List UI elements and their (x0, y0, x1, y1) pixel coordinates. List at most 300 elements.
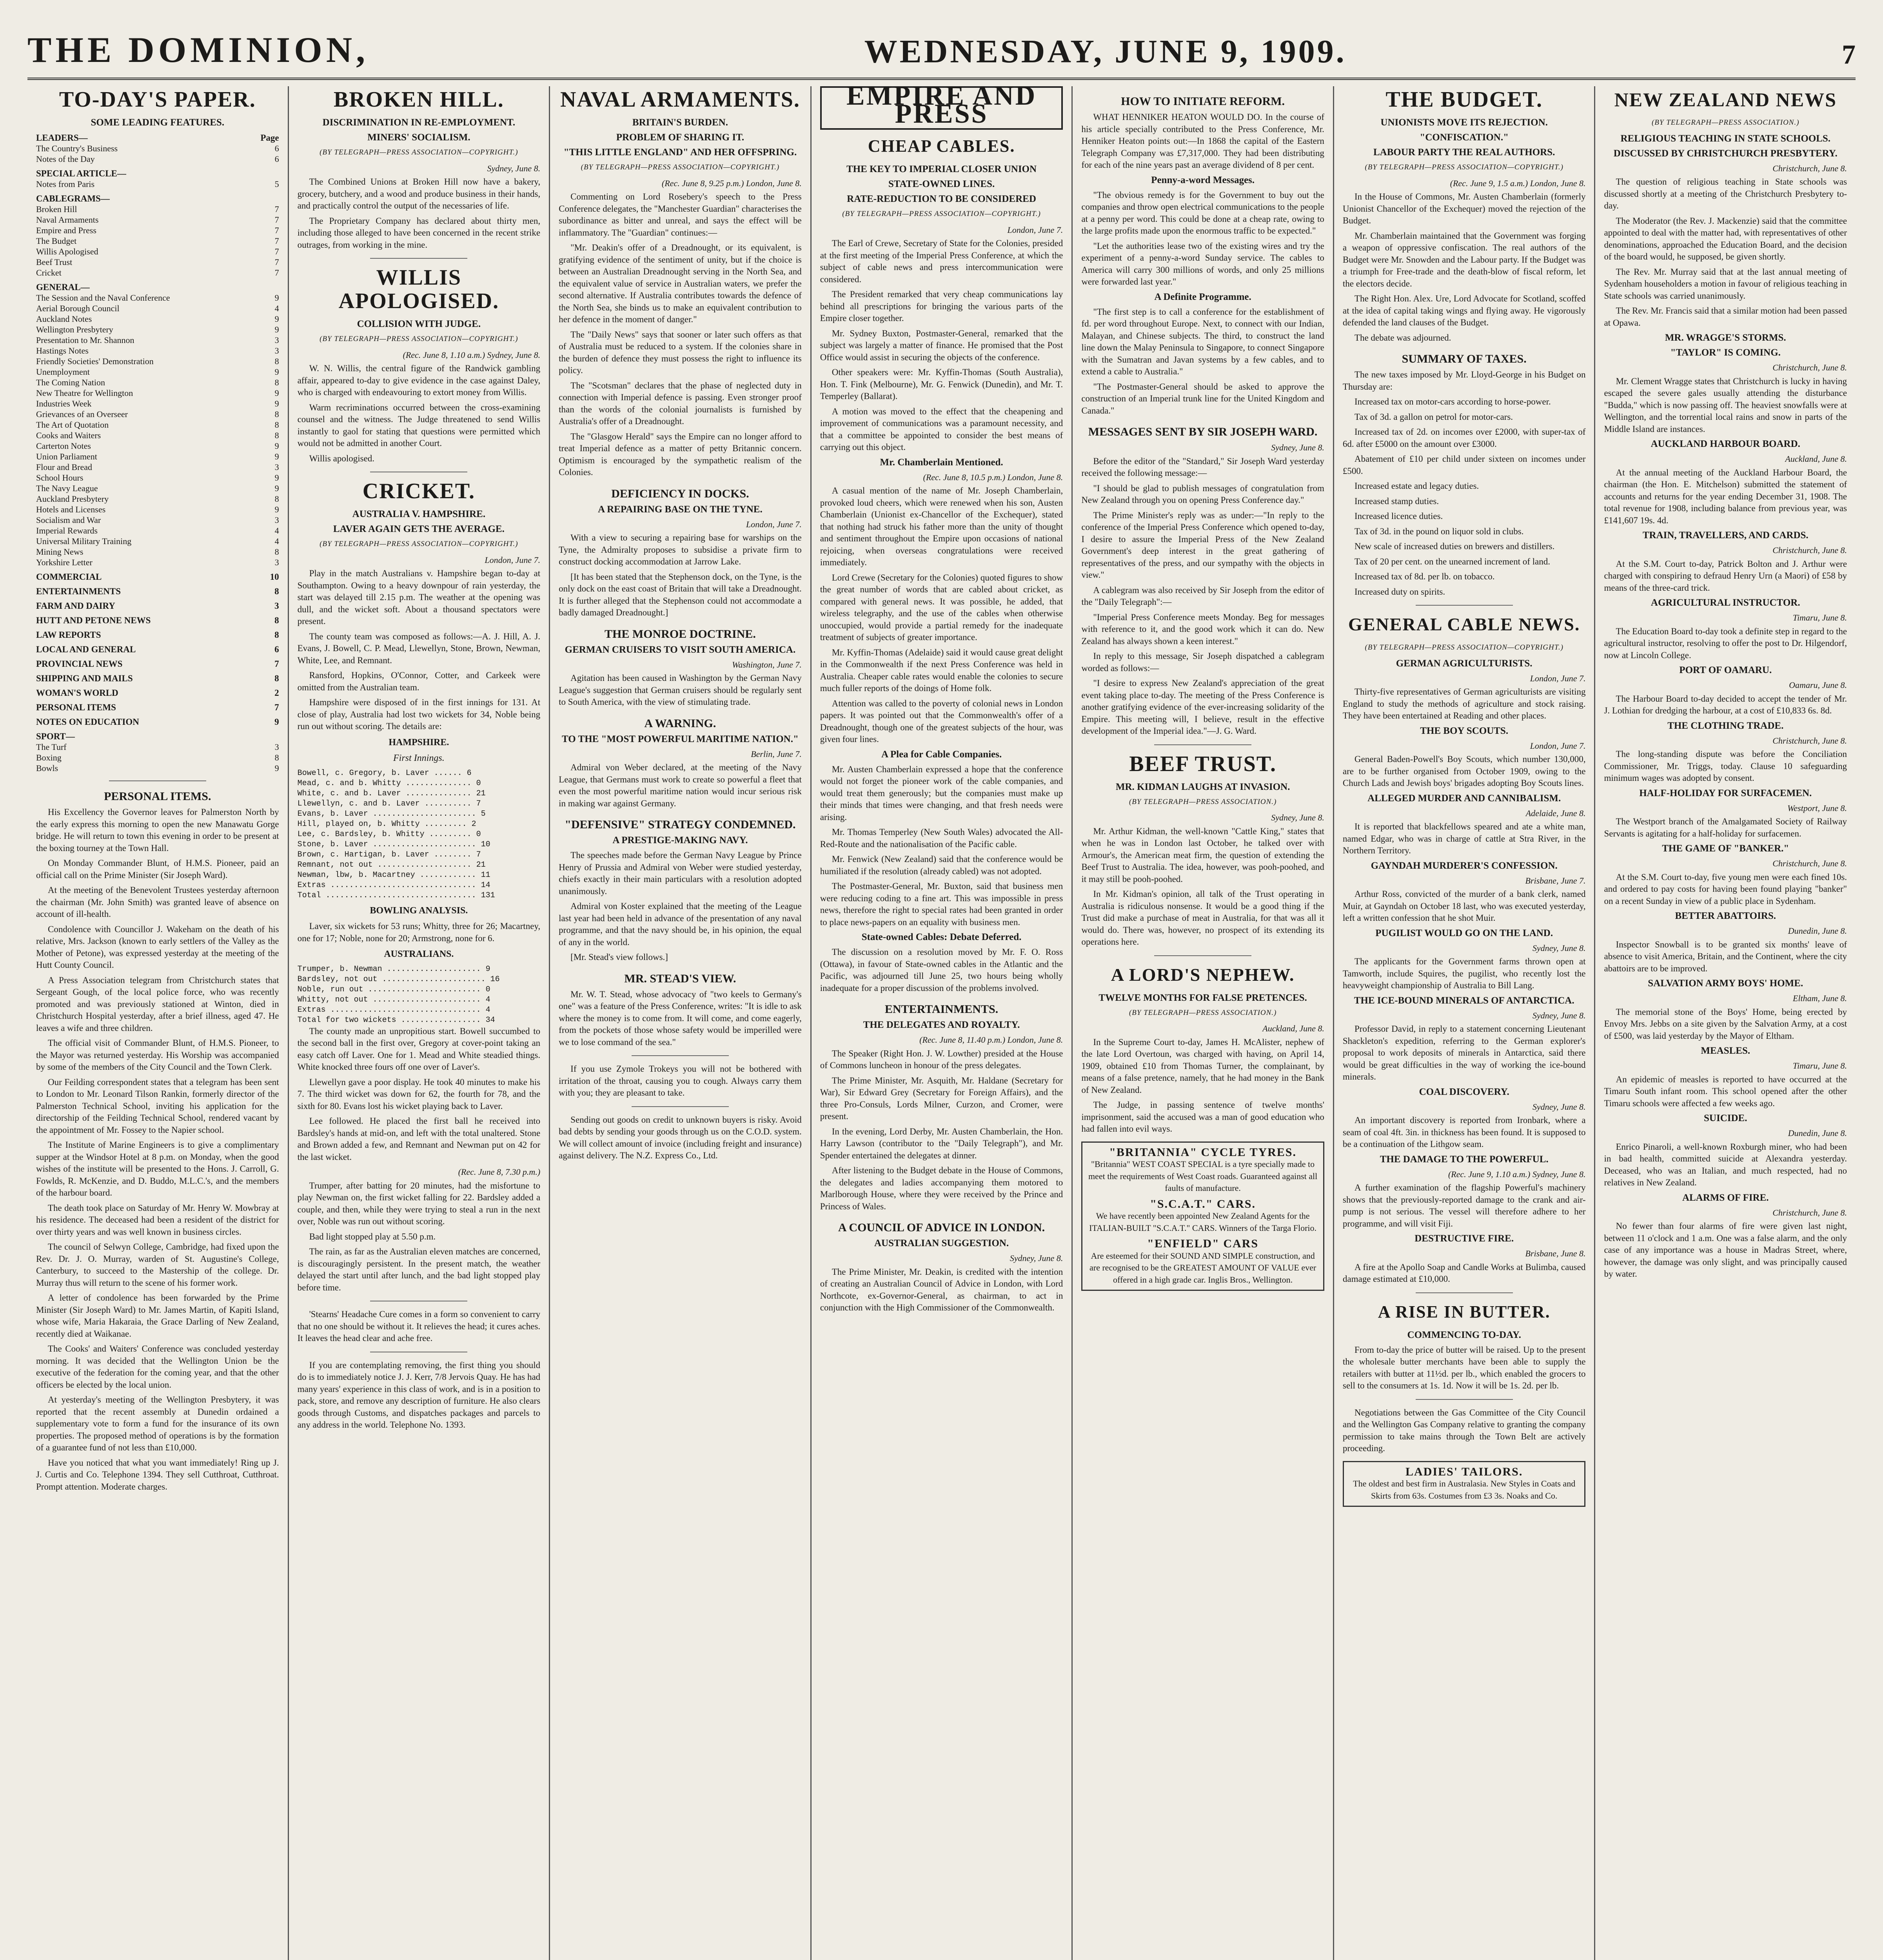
toc-label: Beef Trust (36, 257, 73, 267)
subheading: THE KEY TO IMPERIAL CLOSER UNION (846, 164, 1037, 174)
toc-label: Hastings Notes (36, 346, 89, 356)
toc-label: LOCAL AND GENERAL (36, 644, 136, 654)
source-line: (BY TELEGRAPH—PRESS ASSOCIATION—COPYRIGHT.) (320, 148, 518, 156)
toc-label: The Country's Business (36, 143, 118, 153)
toc-row (36, 451, 279, 462)
toc-label: Bowls (36, 763, 58, 773)
toc-page-number: 9 (274, 473, 279, 483)
toc-label: Notes from Paris (36, 179, 95, 189)
paragraph: The debate was adjourned. (1354, 332, 1451, 343)
paragraph: Lee followed. He placed the first ball he received into Bardsley's hands at mid-on, and left with the total unaltered. Stone and Brown added a few, and Remnant and Newman put on 42 for the last wicket. (297, 1116, 541, 1162)
toc-row (36, 557, 279, 568)
subheading: COLLISION WITH JUDGE. (357, 319, 481, 329)
paragraph: The Rev. Mr. Francis said that a similar motion had been passed at Opawa. (1604, 306, 1847, 328)
paragraph: At the S.M. Court to-day, Patrick Bolton and J. Arthur were charged with conspiring to defraud Henry Urn (a Maori) of £58 by means of the three-card trick. (1604, 559, 1847, 593)
paragraph: The Prime Minister's reply was as under:—"In reply to the conference of the Imperial Press Conference which opened to-day, I desire to assure the Imperial Press of the New Zealand Government's deep interest in the great gathering of representatives of the press, and our sympathy with the objects in view." (1081, 510, 1324, 580)
paragraph: Llewellyn gave a poor display. He took 40 minutes to make his 7. The third wicket was down for 62, the fourth for 78, and the sixth for 80. Evans lost his wicket playing back to Laver. (297, 1077, 541, 1111)
toc-label: Universal Military Training (36, 536, 132, 546)
dateline: (Rec. June 8, 10.5 p.m.) London, June 8. (923, 472, 1063, 482)
paragraph: Commenting on Lord Rosebery's speech to the Press Conference delegates, the "Manchester Guardian" characterises the subordinance as bitter and unreal, and says the effect will be inflammatory. The "Guardian" continues:— (559, 192, 802, 238)
toc-row (36, 659, 279, 669)
dateline: Auckland, June 8. (1785, 454, 1847, 464)
paragraph: Ransford, Hopkins, O'Connor, Cotter, and Carkeek were omitted from the Australian team. (297, 670, 541, 692)
dateline: London, June 7. (1530, 740, 1586, 751)
paragraph: Our Feilding correspondent states that a telegram has been sent to London to Mr. Leonard Tilson Rankin, formerly director of the Palmerston Technical School, inviting his application for the directorship of the Feilding Technical School, rendered vacant by the appointment of Mr. Fossey to the Napier school. (36, 1077, 279, 1135)
toc-page-number: 8 (274, 377, 279, 387)
paragraph: [Mr. Stead's view follows.] (570, 952, 668, 962)
toc-page-number: 4 (274, 303, 279, 313)
paragraph: "The first step is to call a conference for the establishment of fd. per word throughout Europe. Next, to connect with our Indian, Malayan, and Chinese subjects. The third, to construct the land line down the Malay Peninsula to Singapore, to connect Singapore with the Sumatran and Javan systems by a few cables, and to extend a cable to Australia." (1081, 307, 1324, 376)
toc-page-number: 9 (274, 763, 279, 773)
paragraph: "I desire to express New Zealand's appreciation of the great event taking place to-day. The meeting of the Press Conference is another gratifying evidence of the ever-increasing solidarity of the Empire. This meeting will, I believe, result in the effective development of the Imperial idea."—J. G. Ward. (1081, 678, 1324, 736)
toc-label: FARM AND DAIRY (36, 601, 115, 611)
paragraph: "I should be glad to publish messages of congratulation from New Zealand through you on opening Press Conference day." (1081, 483, 1324, 505)
dateline: London, June 7. (746, 519, 802, 529)
score-row: Total for two wickets ................. 34 (297, 1015, 495, 1025)
toc-label: PROVINCIAL NEWS (36, 659, 123, 669)
score-row: Extras ............................... 14 (297, 880, 490, 890)
toc-label: Carterton Notes (36, 441, 91, 451)
subheading: LAVER AGAIN GETS THE AVERAGE. (333, 524, 505, 534)
toc-page-number: 2 (274, 688, 279, 698)
source-line: (BY TELEGRAPH—PRESS ASSOCIATION—COPYRIGHT.) (320, 540, 518, 548)
toc-row (36, 419, 279, 430)
advertisement: If you are contemplating removing, the first thing you should do is to immediately notice J. J. Kerr, 7/8 Jervois Quay. He has had many years' experience in this class of work, and is in a position to pack, store, and remove any description of furniture. He also clears goods through Customs, and dispatches packages and parcels to any address in the world. Telephone No. 1393. (297, 1360, 541, 1430)
toc-label: Wellington Presbytery (36, 325, 113, 334)
subheading: A REPAIRING BASE ON THE TYNE. (598, 504, 763, 515)
source-line: (BY TELEGRAPH—PRESS ASSOCIATION—COPYRIGHT.) (842, 210, 1041, 218)
subheading: THE DELEGATES AND ROYALTY. (863, 1020, 1020, 1030)
toc-label: Hotels and Licenses (36, 505, 106, 514)
section-heading: "DEFENSIVE" STRATEGY CONDEMNED. (565, 818, 796, 831)
paragraph: A cablegram was also received by Sir Joseph from the editor of the "Daily Telegraph":— (1081, 585, 1324, 607)
subheading: LABOUR PARTY THE REAL AUTHORS. (1373, 147, 1555, 158)
paragraph: Willis apologised. (309, 453, 375, 463)
dateline: Adelaide, June 8. (1525, 808, 1586, 818)
toc-label: The Session and the Naval Conference (36, 293, 170, 303)
section-heading: THE MONROE DOCTRINE. (605, 627, 756, 641)
bowling-heading: BOWLING ANALYSIS. (370, 905, 468, 916)
score-row: Llewellyn, c. and b. Laver .......... 7 (297, 799, 481, 808)
paragraph: At the annual meeting of the Auckland Harbour Board, the chairman (the Hon. E. Mitchelson) submitted the statement of accounts and returns for the year ending December 31, 1908. The total revenue for 1908, including balance from previous year, was £141,607 19s. 4d. (1604, 467, 1847, 525)
toc-row (36, 356, 279, 367)
tax-item: Abatement of £10 per child under sixteen on incomes under £500. (1342, 454, 1586, 476)
scorecard-heading: HAMPSHIRE. (389, 737, 449, 748)
toc-label: Auckland Notes (36, 314, 92, 324)
toc-label: Unemployment (36, 367, 90, 377)
paragraph: The Speaker (Right Hon. J. W. Lowther) presided at the House of Commons luncheon in honour of the press delegates. (820, 1048, 1063, 1070)
toc-page-number: 9 (274, 388, 279, 398)
dateline: Christchurch, June 8. (1772, 363, 1847, 372)
paragraph: Trumper, after batting for 20 minutes, had the misfortune to play Newman on, the first wicket falling for 22. Bardsley added a couple, and then, while they were trying to steal a run in the next over, Noble was run out without scoring. (297, 1180, 541, 1226)
paragraph: The rain, as far as the Australian eleven matches are concerned, is discouragingly persistent. In the present match, the weather delayed the start until after lunch, and the bad light stopped play before time. (297, 1247, 541, 1292)
tax-item: Increased tax of 2d. on incomes over £2000, with super-tax of 6d. after £5000 on the amount over £3000. (1342, 427, 1586, 449)
cricket-heading: CRICKET. (362, 479, 475, 503)
toc-row (36, 377, 279, 388)
section-heading: THE DAMAGE TO THE POWERFUL. (1380, 1154, 1549, 1165)
scorecard (298, 964, 541, 1025)
paragraph: "The obvious remedy is for the Government to buy out the companies and throw open electrical communications to the people at a penny per word. This could be done at a cheap rate, owing to the large profits made upon the enormous traffic to be expected." (1081, 190, 1324, 236)
subheading: DISCRIMINATION IN RE-EMPLOYMENT. (322, 117, 516, 128)
paragraph: The Westport branch of the Amalgamated Society of Railway Servants is agitating for a half-holiday for surfacemen. (1604, 817, 1847, 838)
toc-page-number (263, 193, 279, 204)
dateline: Oamaru, June 8. (1789, 680, 1847, 690)
section-heading: THE CLOTHING TRADE. (1667, 720, 1784, 731)
toc-row (36, 132, 279, 143)
toc-label: CABLEGRAMS— (36, 194, 110, 203)
toc-label: LEADERS— (36, 133, 88, 143)
source-line: (BY TELEGRAPH—PRESS ASSOCIATION.) (1129, 1008, 1277, 1017)
advertisement-box (1081, 1142, 1324, 1291)
column-1 (27, 86, 288, 1960)
toc-row (36, 303, 279, 314)
section-heading: PORT OF OAMARU. (1679, 665, 1772, 675)
paragraph: After listening to the Budget debate in the House of Commons, the delegates and ladies accompanying them motored to Marlborough House, where they were received by the Prince and Princess of Wales. (820, 1165, 1063, 1211)
toc-page-number: 7 (274, 659, 279, 669)
ad-title: "ENFIELD" CARS (1147, 1237, 1259, 1250)
paragraph: The Institute of Marine Engineers is to give a complimentary supper at the Windsor Hotel at 8 p.m. on Monday, when the good wishes of the institute will be presented to the Hons. J. Carroll, G. Fowlds, R. McKenzie, and D. Buddo, M.L.C.'s, and the members of the harbour board. (36, 1140, 279, 1198)
toc-row (36, 763, 279, 773)
tax-item: Tax of 20 per cent. on the unearned increment of land. (1354, 556, 1550, 566)
scorecard (298, 768, 541, 901)
toc-page-number: 7 (274, 247, 279, 256)
source-line: (BY TELEGRAPH—PRESS ASSOCIATION.) (1129, 797, 1277, 806)
toc-row (36, 193, 279, 204)
general-cable-heading: GENERAL CABLE NEWS. (1348, 614, 1580, 634)
nephew-heading: A LORD'S NEPHEW. (1111, 964, 1295, 985)
toc-row (36, 154, 279, 164)
section-heading: THE ICE-BOUND MINERALS OF ANTARCTICA. (1354, 995, 1574, 1006)
section-heading: SUICIDE. (1704, 1113, 1747, 1123)
dateline: (Rec. June 8, 11.40 p.m.) London, June 8. (919, 1035, 1063, 1045)
toc-row (36, 601, 279, 611)
toc-row (36, 702, 279, 713)
col3-title: NAVAL ARMAMENTS. (560, 87, 800, 112)
subheading: UNIONISTS MOVE ITS REJECTION. (1380, 117, 1548, 128)
score-row: Mead, c. and b. Whitty .............. 0 (297, 779, 481, 788)
paragraph: "Let the authorities lease two of the existing wires and try the experiment of a penny-a-word Sunday service. The cables to America will carry 300 millions of words, and only 25 millions were forwarded last year." (1081, 241, 1324, 287)
paragraph: Mr. Sydney Buxton, Postmaster-General, remarked that the subject was largely a matter of finance. He promised that the Post Office would assist in securing the objects of the conference. (820, 328, 1063, 362)
toc-page-number: 8 (274, 547, 279, 557)
toc-label: SHIPPING AND MAILS (36, 673, 133, 683)
toc-page-number: 8 (274, 420, 279, 430)
toc-row (36, 572, 279, 582)
paragraph: "Mr. Deakin's offer of a Dreadnought, or its equivalent, is gratifying evidence of the sentiment of unity, but if the choice is between an Australian Dreadnought serving in the North Sea, and the equivalent value of service in Australian waters, we prefer the second alternative. If Australia contributes towards the defence of the North Sea, she binds us to make an equivalent contribution to her defence in the moment of danger." (559, 243, 802, 324)
paragraph: In the House of Commons, Mr. Austen Chamberlain (formerly Unionist Chancellor of the Exchequer) moved the rejection of the Budget. (1342, 192, 1586, 225)
dateline: Christchurch, June 8. (1772, 163, 1847, 173)
toc-page-number: 8 (274, 586, 279, 596)
willis-heading: WILLIS APOLOGISED. (338, 265, 499, 313)
paragraph: Enrico Pinaroli, a well-known Roxburgh miner, who had been in bad health, committed suicide at Alexandra yesterday. Deceased, who was an Italian, and much respected, had no relatives in New Zealand. (1604, 1142, 1847, 1187)
toc-page-number: 9 (274, 505, 279, 514)
toc-label: GENERAL— (36, 282, 90, 292)
toc-label: New Theatre for Wellington (36, 388, 133, 398)
toc-label: Yorkshire Letter (36, 557, 93, 567)
paragraph: The Education Board to-day took a definite step in regard to the agricultural instructor, resolving to offer the post to Dr. Hilgendorf, now at Lincoln College. (1604, 626, 1847, 660)
section-heading: State-owned Cables: Debate Deferred. (861, 932, 1022, 942)
source-line: (BY TELEGRAPH—PRESS ASSOCIATION—COPYRIGHT.) (1365, 163, 1563, 171)
paragraph: The council of Selwyn College, Cambridge, had fixed upon the Rev. Dr. J. O. Murray, warden of St. Augustine's College, Canterbury, to succeed to the Mastership of the college. Dr. Murray thus will return to the scene of his former work. (36, 1242, 279, 1288)
subheading: TO THE "MOST POWERFUL MARITIME NATION." (562, 733, 799, 744)
paragraph: Before the editor of the "Standard," Sir Joseph Ward yesterday received the following message:— (1081, 456, 1324, 478)
toc-row (36, 441, 279, 451)
toc-page-number: 5 (274, 179, 279, 189)
paragraph: A further examination of the flagship Powerful's machinery shows that the previously-reported damage to the crank and air-pump is not serious. The vessel will therefore adhere to her programme, and will visit Fiji. (1342, 1183, 1586, 1229)
paragraph: The "Daily News" says that sooner or later such offers as that of Australia must be reduced to a system. If the colonies share in the burden of defence they must possess the right to influence its policy. (559, 329, 802, 375)
subheading: STATE-OWNED LINES. (888, 179, 995, 189)
toc-page-number: 7 (274, 204, 279, 214)
section-heading: COAL DISCOVERY. (1419, 1086, 1509, 1097)
section-heading: DEFICIENCY IN DOCKS. (611, 487, 749, 500)
toc-row (36, 267, 279, 278)
toc-row (36, 494, 279, 504)
toc-label: Naval Armaments (36, 215, 99, 225)
toc-page-number: 3 (274, 742, 279, 752)
toc-row (36, 546, 279, 557)
toc-row (36, 731, 279, 742)
toc-row (36, 409, 279, 419)
toc-row (36, 525, 279, 536)
paragraph: Lord Crewe (Secretary for the Colonies) quoted figures to show the great number of words that are cabled about cricket, as compared with general news. It was possible, he added, that wireless telegraphy, and the use of the cables when otherwise unoccupied, would provide a partial remedy for the inadequate treatment of subjects of greater importance. (820, 572, 1063, 642)
toc-label: COMMERCIAL (36, 572, 102, 582)
toc-label: Boxing (36, 753, 62, 762)
toc-page-number: 7 (274, 225, 279, 235)
dateline: Westport, June 8. (1787, 803, 1847, 813)
paragraph: His Excellency the Governor leaves for Palmerston North by the early express this morning to open the new Manawatu Gorge bridge. He will return to town this evening in order to be present at the boxing tourney at the Town Hall. (36, 807, 279, 853)
paragraph: The "Glasgow Herald" says the Empire can no longer afford to treat Imperial defence as a matter of petty Britannic concern. Optimism is encouraged by the sympathetic realism of the Colonies. (559, 431, 802, 477)
paragraph: A fire at the Apollo Soap and Candle Works at Bulimba, caused damage estimated at £10,000. (1342, 1262, 1586, 1284)
subheading: DISCUSSED BY CHRISTCHURCH PRESBYTERY. (1613, 148, 1838, 159)
paragraph: "The Postmaster-General should be asked to approve the construction of an Imperial trunk line for the United Kingdom and Canada." (1081, 381, 1324, 416)
paragraph: The Proprietary Company has declared about thirty men, including those alleged to have been concerned in the recent strike outrages, from working in the mine. (297, 216, 541, 250)
toc-label: Imperial Rewards (36, 526, 98, 535)
tax-item: Tax of 3d. in the pound on liquor sold in clubs. (1354, 526, 1524, 536)
paragraph: The speeches made before the German Navy League by Prince Henry of Prussia and Admiral von Weber were studied yesterday, chiefs exactly in their main particulars with a resolution adopted unanimously. (559, 850, 802, 896)
toc-row (36, 515, 279, 525)
dateline: Sydney, June 8. (1271, 813, 1324, 822)
dateline: Dunedin, June 8. (1788, 926, 1847, 936)
paragraph: In the evening, Lord Derby, Mr. Austen Chamberlain, the Hon. Harry Lawson (contributor to the "Daily Telegraph"), and Mr. Spender entertained the delegates at dinner. (820, 1126, 1063, 1160)
section-heading: PUGILIST WOULD GO ON THE LAND. (1375, 927, 1553, 938)
section-heading: MR. STEAD'S VIEW. (624, 972, 736, 985)
toc-page-number: 8 (274, 753, 279, 762)
toc-label: Empire and Press (36, 225, 96, 235)
section-heading: A COUNCIL OF ADVICE IN LONDON. (838, 1221, 1045, 1234)
toc-page-number: 9 (274, 441, 279, 451)
toc-label: The Budget (36, 236, 77, 246)
australians-heading: AUSTRALIANS. (384, 949, 454, 959)
paragraph: Mr. Thomas Temperley (New South Wales) advocated the All-Red-Route and the nationalisation of the Pacific cable. (820, 827, 1063, 849)
toc-row (36, 324, 279, 335)
toc-row (36, 472, 279, 483)
toc-page-number: 9 (274, 293, 279, 303)
subheading: CHEAP CABLES. (868, 136, 1015, 156)
toc-row (36, 179, 279, 189)
empire-press-banner (820, 86, 1063, 130)
toc-page-number: 3 (274, 462, 279, 472)
toc-label: Notes of the Day (36, 154, 95, 164)
section-heading: MEASLES. (1701, 1045, 1750, 1056)
tax-item: Increased licence duties. (1354, 511, 1443, 521)
paragraph: Mr. Arthur Kidman, the well-known "Cattle King," states that when he was in London last October, he talked over with Armour's, the American meat firm, the question of extending the Beef Trust to Australia. The idea, however, was pooh-poohed, and it may still be pooh-poohed. (1081, 826, 1324, 884)
paragraph: "Imperial Press Conference meets Monday. Beg for messages with reference to it, and the good work which it can do. New Zealand has always shown a keen interest." (1081, 612, 1324, 646)
paragraph: The county team was composed as follows:—A. J. Hill, A. J. Evans, J. Bowell, C. P. Mead, Llewellyn, Stone, Brown, Newman, White, Lee, and Remnant. (297, 631, 541, 665)
toc-row (36, 246, 279, 257)
score-row: Remnant, not out .................... 21 (297, 860, 486, 869)
paragraph: An important discovery is reported from Ironbark, where a seam of coal 4ft. 3in. in thickness has been found. It is supposed to be a continuation of the Lithgow seam. (1342, 1115, 1586, 1149)
toc-page-number: 9 (274, 399, 279, 408)
dateline: (Rec. June 8, 1.10 a.m.) Sydney, June 8. (403, 350, 541, 360)
paragraph: In reply to this message, Sir Joseph dispatched a cablegram worded as follows:— (1081, 651, 1324, 673)
toc-page-number: Page (260, 133, 279, 143)
toc-row (36, 688, 279, 698)
score-row: Extras ................................ 4 (297, 1005, 490, 1014)
toc-page-number: 8 (274, 630, 279, 640)
tax-item: Increased duty on spirits. (1354, 586, 1445, 597)
toc-label: Cricket (36, 268, 62, 278)
section-heading: GERMAN AGRICULTURISTS. (1396, 658, 1533, 669)
paragraph: An epidemic of measles is reported to have occurred at the Timaru South infant room. This school opened after the other Timaru schools were affected a few weeks ago. (1604, 1074, 1847, 1108)
paragraph: Mr. Chamberlain maintained that the Government was forging a weapon of oppressive confiscation. The real authors of the Budget were Mr. Snowden and the Labour party. If the Budget was a triumph for Free-trade and the death-blow of fiscal reform, let the electors decide. (1342, 230, 1586, 289)
section-heading: Penny-a-word Messages. (1151, 174, 1255, 185)
section-heading: AUCKLAND HARBOUR BOARD. (1651, 439, 1800, 449)
section-heading: ALARMS OF FIRE. (1682, 1192, 1769, 1203)
toc-label: The Navy League (36, 483, 98, 493)
toc-row (36, 630, 279, 640)
section-heading: A WARNING. (644, 717, 716, 730)
column-4 (810, 86, 1072, 1960)
score-row: Lee, c. Bardsley, b. Whitty ......... 0 (297, 829, 481, 839)
paragraph: Attention was called to the poverty of colonial news in London papers. It was pointed out that the Commonwealth's offer of a Dreadnought, though one of the greatest subjects of the hour, was given four lines. (820, 698, 1063, 744)
section-heading: RELIGIOUS TEACHING IN STATE SCHOOLS. (1620, 133, 1831, 144)
paragraph: The death took place on Saturday of Mr. Henry W. Mowbray at his residence. The deceased had been a resident of the district for over thirty years and was well known in business circles. (36, 1203, 279, 1237)
score-row: Trumper, b. Newman .................... 9 (297, 964, 490, 974)
tax-item: Increased estate and legacy duties. (1354, 481, 1479, 491)
subheading: GERMAN CRUISERS TO VISIT SOUTH AMERICA. (565, 644, 796, 655)
source-line: (BY TELEGRAPH—PRESS ASSOCIATION—COPYRIGHT.) (1365, 643, 1563, 652)
toc-label: Aerial Borough Council (36, 303, 120, 313)
toc-row (36, 752, 279, 763)
toc-label: Auckland Presbytery (36, 494, 109, 504)
toc-page-number: 6 (274, 644, 279, 654)
paragraph: The Postmaster-General, Mr. Buxton, said that business men were reducing coding to a fine art. This was impossible in press news, therefore the right to special rates had been granted in order to place news-papers on an equality with business men. (820, 881, 1063, 927)
ad-title: "S.C.A.T." CARS. (1150, 1197, 1256, 1210)
column-5 (1071, 86, 1333, 1960)
dateline: Eltham, June 8. (1792, 993, 1847, 1003)
scorecard-subheading: First Innings. (393, 753, 445, 763)
toc-page-number: 9 (274, 483, 279, 493)
paragraph: The applicants for the Government farms thrown open at Tamworth, include Squires, the pugilist, who recently lost the heavyweight championship of Australia to Bill Lang. (1342, 956, 1586, 990)
paragraph: Have you noticed that what you want immediately! Ring up J. J. Curtis and Co. Telephone 1394. They sell Cutthroat, Cutthroat. Prompt attention. Moderate charges. (36, 1457, 279, 1492)
paragraph: The Prime Minister, Mr. Deakin, is credited with the intention of creating an Australian Council of Advice in London, with Lord Northcote, ex-Governor-General, as chairman, to act in conjunction with the High Commissioner of the Commonwealth. (820, 1267, 1063, 1312)
ad-text: "Britannia" WEST COAST SPECIAL is a tyre specially made to meet the requirements of West Coast roads. Guaranteed against all faults of manufacture. (1088, 1159, 1318, 1193)
paragraph: On Monday Commander Blunt, of H.M.S. Pioneer, paid an official call on the Prime Minister (Sir Joseph Ward). (36, 858, 279, 880)
toc-row (36, 430, 279, 441)
ad-text: We have recently been appointed New Zealand Agents for the ITALIAN-BUILT "S.C.A.T." CARS. Winners of the Targa Florio. (1089, 1211, 1317, 1233)
toc-row (36, 204, 279, 214)
toc-page-number: 3 (274, 335, 279, 345)
dateline: Sydney, June 8. (1532, 1010, 1586, 1020)
toc-page-number: 3 (274, 557, 279, 567)
paragraph: A casual mention of the name of Mr. Joseph Chamberlain, provoked loud cheers, which were renewed when his son, Austen Chamberlain (Unionist ex-Chancellor of the Exchequer), stated that nothing had struck his father more than the unity of thought and sentiment throughout the Empire upon occasions of national rejoicing, when overseas congratulations were received immediately. (820, 486, 1063, 567)
col7-title: NEW ZEALAND NEWS (1614, 89, 1837, 111)
score-row: Hill, played on, b. Whitty ......... 2 (297, 819, 476, 829)
toc-label: Industries Week (36, 399, 92, 408)
tax-item: New scale of increased duties on brewers and distillers. (1354, 541, 1555, 551)
paragraph: The Rev. Mr. Murray said that at the last annual meeting of Sydenham householders a motion in favour of religious teaching in State schools was carried unanimously. (1604, 267, 1847, 301)
toc-page-number: 9 (274, 717, 279, 727)
section-heading: SUMMARY OF TAXES. (1402, 352, 1527, 365)
dateline: Auckland, June 8. (1262, 1024, 1324, 1033)
paragraph: The Combined Unions at Broken Hill now have a bakery, grocery, butchery, and a wood and produce business in their hands, and practically control the output of the necessaries of life. (297, 177, 541, 211)
paragraph: General Baden-Powell's Boy Scouts, which number 130,000, are to be further organised from October 1909, owing to the Church Lads and Jewish boys' brigades adopting Boy Scouts lines. (1342, 754, 1586, 788)
dateline: (Rec. June 8, 7.30 p.m.) (458, 1167, 541, 1177)
toc-label: Grievances of an Overseer (36, 409, 128, 419)
toc-row (36, 257, 279, 267)
subheading: AUSTRALIA V. HAMPSHIRE. (352, 509, 486, 519)
paragraph: At the S.M. Court to-day, five young men were each fined 10s. and ordered to pay costs for having been found playing "banker" on a recent Sunday in view of a public place in Sydenham. (1604, 872, 1847, 906)
score-row: Bardsley, not out ...................... 16 (297, 975, 500, 984)
toc-page-number: 9 (274, 452, 279, 461)
toc-label: SPORT— (36, 731, 75, 741)
toc-label: The Turf (36, 742, 67, 752)
toc-label: The Art of Quotation (36, 420, 109, 430)
page-number: 7 (1842, 40, 1856, 70)
dateline: London, June 7. (1530, 673, 1586, 683)
paragraph: No fewer than four alarms of fire were given last night, between 11 o'clock and 1 a.m. One was a false alarm, and the only case of any importance was a house in Madras Street, where, however, the damage was only slight, and was principally caused by water. (1604, 1221, 1847, 1279)
score-row: Total ................................ 131 (297, 891, 495, 900)
paragraph: Admiral von Koster explained that the meeting of the League last year had been held in advance of the presentation of any naval programme, and that the navy should be, in his opinion, the equal of any in the world. (559, 901, 802, 947)
column-2 (288, 86, 549, 1960)
toc-row (36, 225, 279, 236)
subheading: COMMENCING TO-DAY. (1407, 1329, 1521, 1340)
banner-title: EMPIRE AND PRESS (846, 86, 1037, 129)
paragraph: The President remarked that very cheap communications lay behind all prescriptions for bringing the various parts of the Empire closer together. (820, 289, 1063, 323)
dateline: (Rec. June 8, 9.25 p.m.) London, June 8. (661, 178, 802, 188)
section-heading: GAYNDAH MURDERER'S CONFESSION. (1371, 860, 1558, 871)
section-heading: ENTERTAINMENTS. (884, 1003, 999, 1016)
paragraph: Warm recriminations occurred between the cross-examining counsel and the witness. The Judge threatened to send Willis instantly to gaol for stating that questions were permitted which would not be admitted in another Court. (297, 402, 541, 448)
toc-row (36, 236, 279, 246)
subheading: "TAYLOR" IS COMING. (1670, 347, 1781, 358)
toc-page-number: 7 (274, 215, 279, 225)
paragraph: The question of religious teaching in State schools was discussed shortly at a meeting of the Christchurch Presbytery to-day. (1604, 177, 1847, 211)
toc-page-number: 3 (274, 515, 279, 525)
toc-page-number: 6 (274, 154, 279, 164)
toc-page-number: 7 (274, 257, 279, 267)
toc-page-number: 8 (274, 430, 279, 440)
paragraph: A letter of condolence has been forwarded by the Prime Minister (Sir Joseph Ward) to Mr. James Martin, of Kapiti Island, whose wife, Maria Hakaraia, the Grace Darling of New Zealand, recently died at Waikanae. (36, 1293, 279, 1339)
paragraph: In Mr. Kidman's opinion, all talk of the Trust operating in Australia is ridiculous nonsense. It would be a good thing if the Trust did make a purchase of meat in Australia, for that was all it would do. There was, however, no prospect of its extending its operations here. (1081, 889, 1324, 947)
toc-label: WOMAN'S WORLD (36, 688, 118, 698)
section-heading: HALF-HOLIDAY FOR SURFACEMEN. (1639, 788, 1812, 799)
section-heading: THE BOY SCOUTS. (1420, 725, 1509, 736)
ad-title: LADIES' TAILORS. (1405, 1465, 1523, 1478)
advertisement-box (1343, 1461, 1586, 1507)
paragraph: The long-standing dispute was before the Conciliation Commissioner, Mr. Triggs, today. Clause 10 safeguarding minimum wages was adopted by consent. (1604, 749, 1847, 783)
dateline: Berlin, June 7. (751, 749, 802, 759)
ad-text: Are esteemed for their SOUND AND SIMPLE construction, and are recognised to be the GREATEST AMOUNT OF VALUE ever offered in a high grade car. Inglis Bros., Wellington. (1089, 1250, 1316, 1285)
section-heading: THE GAME OF "BANKER." (1662, 843, 1789, 854)
toc-page-number: 8 (274, 494, 279, 504)
dateline: Sydney, June 8. (1271, 443, 1324, 452)
toc-label: Union Parliament (36, 452, 97, 461)
toc-page-number: 4 (274, 536, 279, 546)
paragraph: Hampshire were disposed of in the first innings for 131. At close of play, Australia had lost two wickets for 34, Noble being run out without scoring. The details are: (297, 697, 541, 731)
subheading: MR. KIDMAN LAUGHS AT INVASION. (1115, 781, 1290, 792)
paragraph: The memorial stone of the Boys' Home, being erected by Envoy Mrs. Jebbs on a site given by the Salvation Army, at a cost of £500, was laid yesterday by the Mayor of Eltham. (1604, 1007, 1847, 1041)
toc-row (36, 615, 279, 626)
